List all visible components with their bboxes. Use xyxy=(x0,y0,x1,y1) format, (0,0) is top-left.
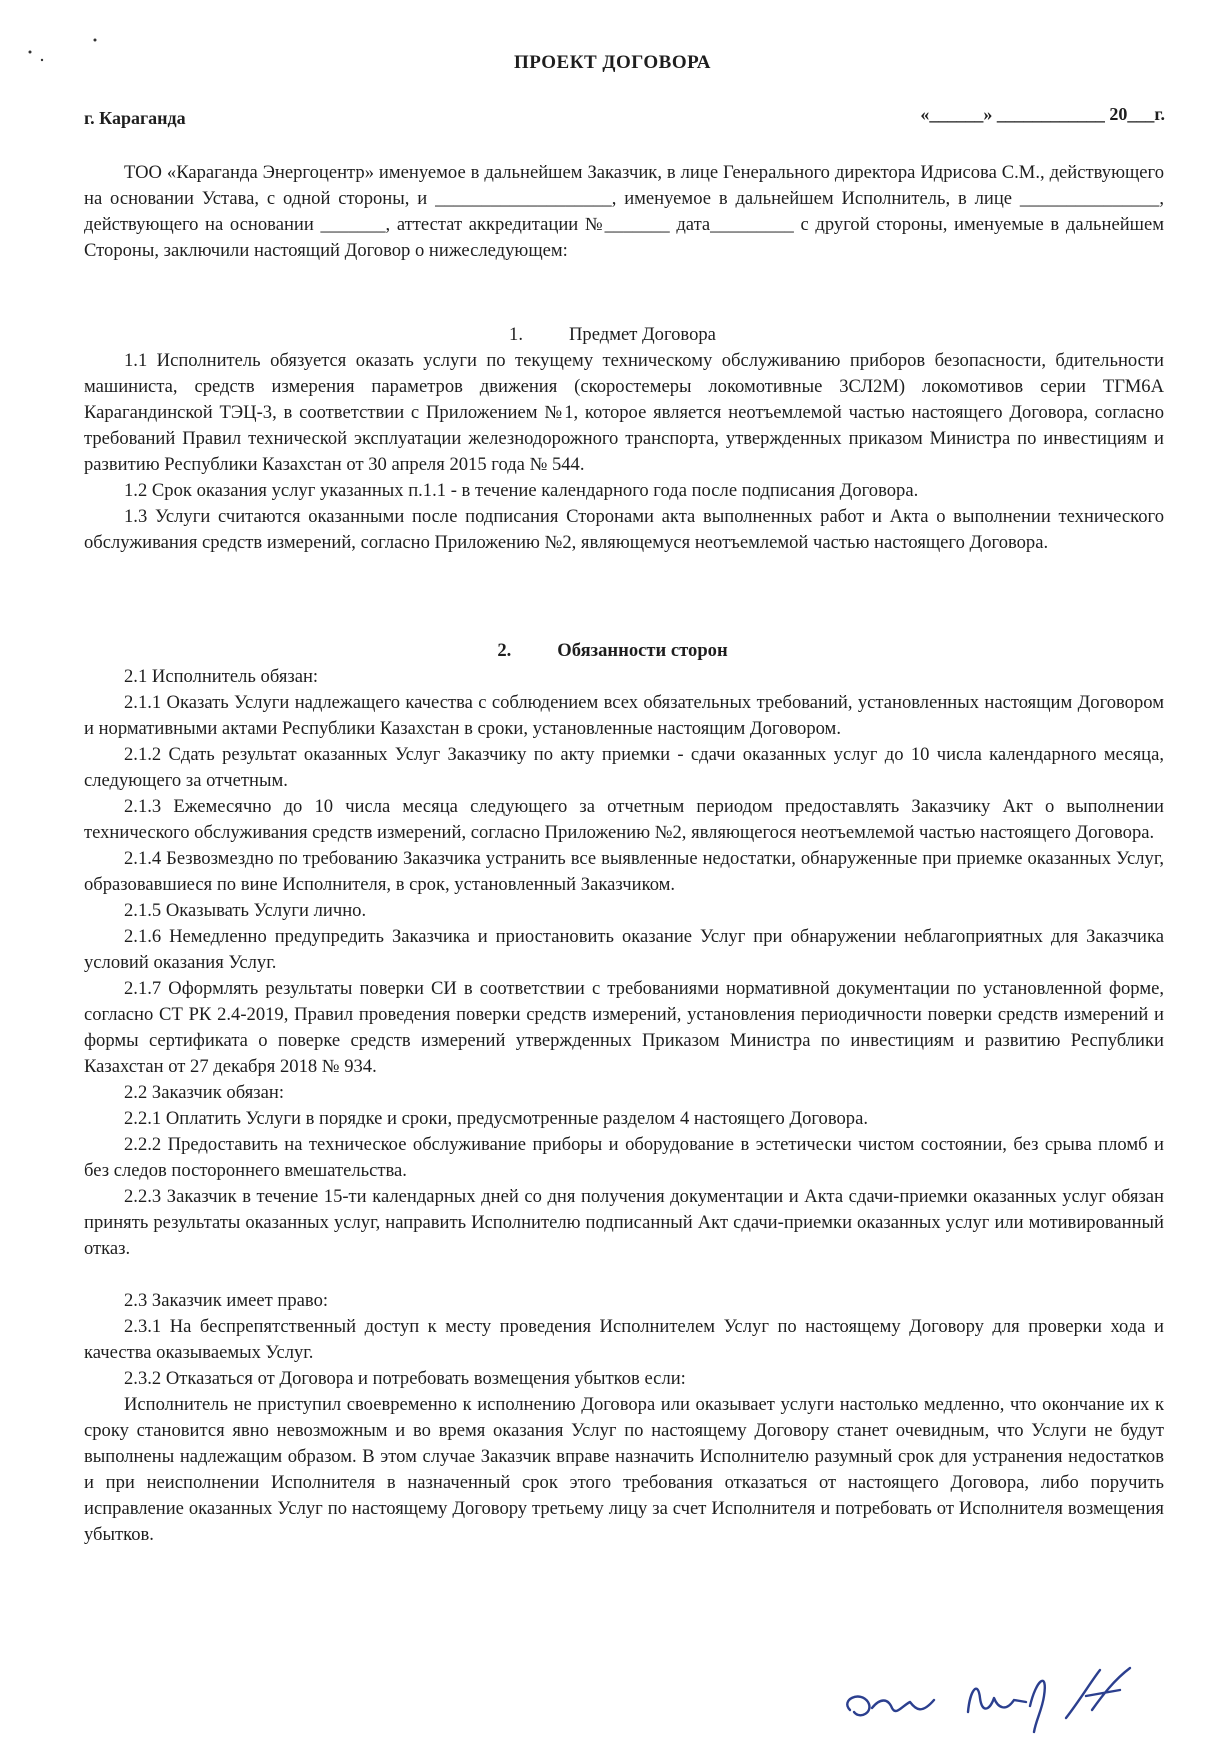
intro-paragraph: ТОО «Караганда Энергоцентр» именуемое в дальнейшем Заказчик, в лице Генерального директора Идрисова С.М., действующего на основании Устава, с одной стороны, и ___________________, именуемое в дальнейшем Исполнитель, в лице _______________, действующего на основании _______, аттестат аккредитации №_______ дата_________ с другой стороны, именуемые в дальнейшем Стороны, заключили настоящий Договор о нижеследующем: xyxy=(84,162,1164,261)
section-1-body xyxy=(84,348,1164,556)
clause-2-1-1: 2.1.1 Оказать Услуги надлежащего качества с соблюдением всех обязательных требований, установленных настоящим Договором и нормативными актами Республики Казахстан в сроки, установленные настоящим Договором. xyxy=(84,692,1164,739)
clause-2-1-7: 2.1.7 Оформлять результаты поверки СИ в соответствии с требованиями нормативной документации по установленной форме, согласно СТ РК 2.4-2019, Правил проведения поверки средств измерений, установления периодичности поверки средств измерений и формы сертификата о поверке средств измерений утвержденных Приказом Министра по инвестициям и развитию Республики Казахстан от 27 декабря 2018 № 934. xyxy=(84,978,1164,1077)
clause-2-3-2-text: Исполнитель не приступил своевременно к исполнению Договора или оказывает услуги настолько медленно, что окончание их к сроку становится явно невозможным и во время оказания Услуг по настоящему Договору станет очевидным, что Услуги не будут выполнены надлежащим образом. В этом случае Заказчик вправе назначить Исполнителю разумный срок для устранения недостатков и при неисполнении Исполнителя в назначенный срок этого требования отказаться от настоящего Договора, либо поручить исправление оказанных Услуг по настоящему Договору третьему лицу за счет Исполнителя и потребовать от Исполнителя возмещения убытков. xyxy=(84,1394,1164,1545)
clause-2-1: 2.1 Исполнитель обязан: xyxy=(124,666,319,687)
clause-2-2-2: 2.2.2 Предоставить на техническое обслуживание приборы и оборудование в эстетически чистом состоянии, без срыва пломб и без следов постороннего вмешательства. xyxy=(84,1134,1164,1181)
section-2-body xyxy=(84,664,1164,1548)
clause-2-1-6: 2.1.6 Немедленно предупредить Заказчика и приостановить оказание Услуг при обнаружении неблагоприятных для Заказчика условий оказания Услуг. xyxy=(84,926,1164,973)
clause-2-3-1: 2.3.1 На беспрепятственный доступ к месту проведения Исполнителем Услуг по настоящему Договору для проверки хода и качества оказываемых Услуг. xyxy=(84,1316,1164,1363)
clause-2-2-3: 2.2.3 Заказчик в течение 15-ти календарных дней со дня получения документации и Акта сдачи-приемки оказанных услуг обязан принять результаты оказанных услуг, направить Исполнителю подписанный Акт сдачи-приемки оказанных услуг или мотивированный отказ. xyxy=(84,1186,1164,1259)
document-city: г. Караганда xyxy=(84,108,186,128)
section-2-heading xyxy=(0,638,1225,664)
section-1-heading xyxy=(0,322,1225,348)
clause-1-1: 1.1 Исполнитель обязуется оказать услуги по текущему техническому обслуживанию приборов безопасности, бдительности машиниста, средств измерения параметров движения (скоростемеры локомотивные 3СЛ2М) локомотивов серии ТГМ6А Карагандинской ТЭЦ-3, в соответствии с Приложением №1, которое является неотъемлемой частью настоящего Договора, согласно требований Правил технической эксплуатации железнодорожного транспорта, утвержденных приказом Министра по инвестициям и развитию Республики Казахстан от 30 апреля 2015 года № 544. xyxy=(84,350,1164,475)
clause-2-1-2: 2.1.2 Сдать результат оказанных Услуг Заказчику по акту приемки - сдачи оказанных услуг до 10 числа календарного месяца, следующего за отчетным. xyxy=(84,744,1164,791)
clause-1-3: 1.3 Услуги считаются оказанными после подписания Сторонами акта выполненных работ и Акта о выполнении технического обслуживания средств измерений, согласно Приложению №2, являющемуся неотъемлемой частью настоящего Договора. xyxy=(84,506,1164,553)
document-date: «______» ____________ 20___г. xyxy=(920,104,1165,124)
clause-2-3-2: 2.3.2 Отказаться от Договора и потребовать возмещения убытков если: xyxy=(124,1368,686,1389)
clause-2-3: 2.3 Заказчик имеет право: xyxy=(124,1290,329,1311)
clause-2-2-1: 2.2.1 Оплатить Услуги в порядке и сроки, предусмотренные разделом 4 настоящего Договора. xyxy=(124,1108,868,1129)
section-1-number: 1. xyxy=(509,324,523,345)
section-2-title: Обязанности сторон xyxy=(557,640,728,661)
section-1-title: Предмет Договора xyxy=(569,324,716,345)
section-2-number: 2. xyxy=(497,640,512,661)
clause-1-2: 1.2 Срок оказания услуг указанных п.1.1 - в течение календарного года после подписания Договора. xyxy=(124,480,919,501)
clause-2-1-4: 2.1.4 Безвозмездно по требованию Заказчика устранить все выявленные недостатки, обнаруженные при приемке оказанных Услуг, образовавшиеся по вине Исполнителя, в срок, установленный Заказчиком. xyxy=(84,848,1164,895)
document-title: ПРОЕКТ ДОГОВОРА xyxy=(513,52,712,73)
clause-2-1-5: 2.1.5 Оказывать Услуги лично. xyxy=(124,900,367,921)
clause-2-2: 2.2 Заказчик обязан: xyxy=(124,1082,284,1103)
clause-2-1-3: 2.1.3 Ежемесячно до 10 числа месяца следующего за отчетным периодом предоставлять Заказчику Акт о выполнении технического обслуживания средств измерений, согласно Приложению №2, являющегося неотъемлемой частью настоящего Договора. xyxy=(84,796,1164,843)
handwritten-initials xyxy=(830,1640,1170,1740)
